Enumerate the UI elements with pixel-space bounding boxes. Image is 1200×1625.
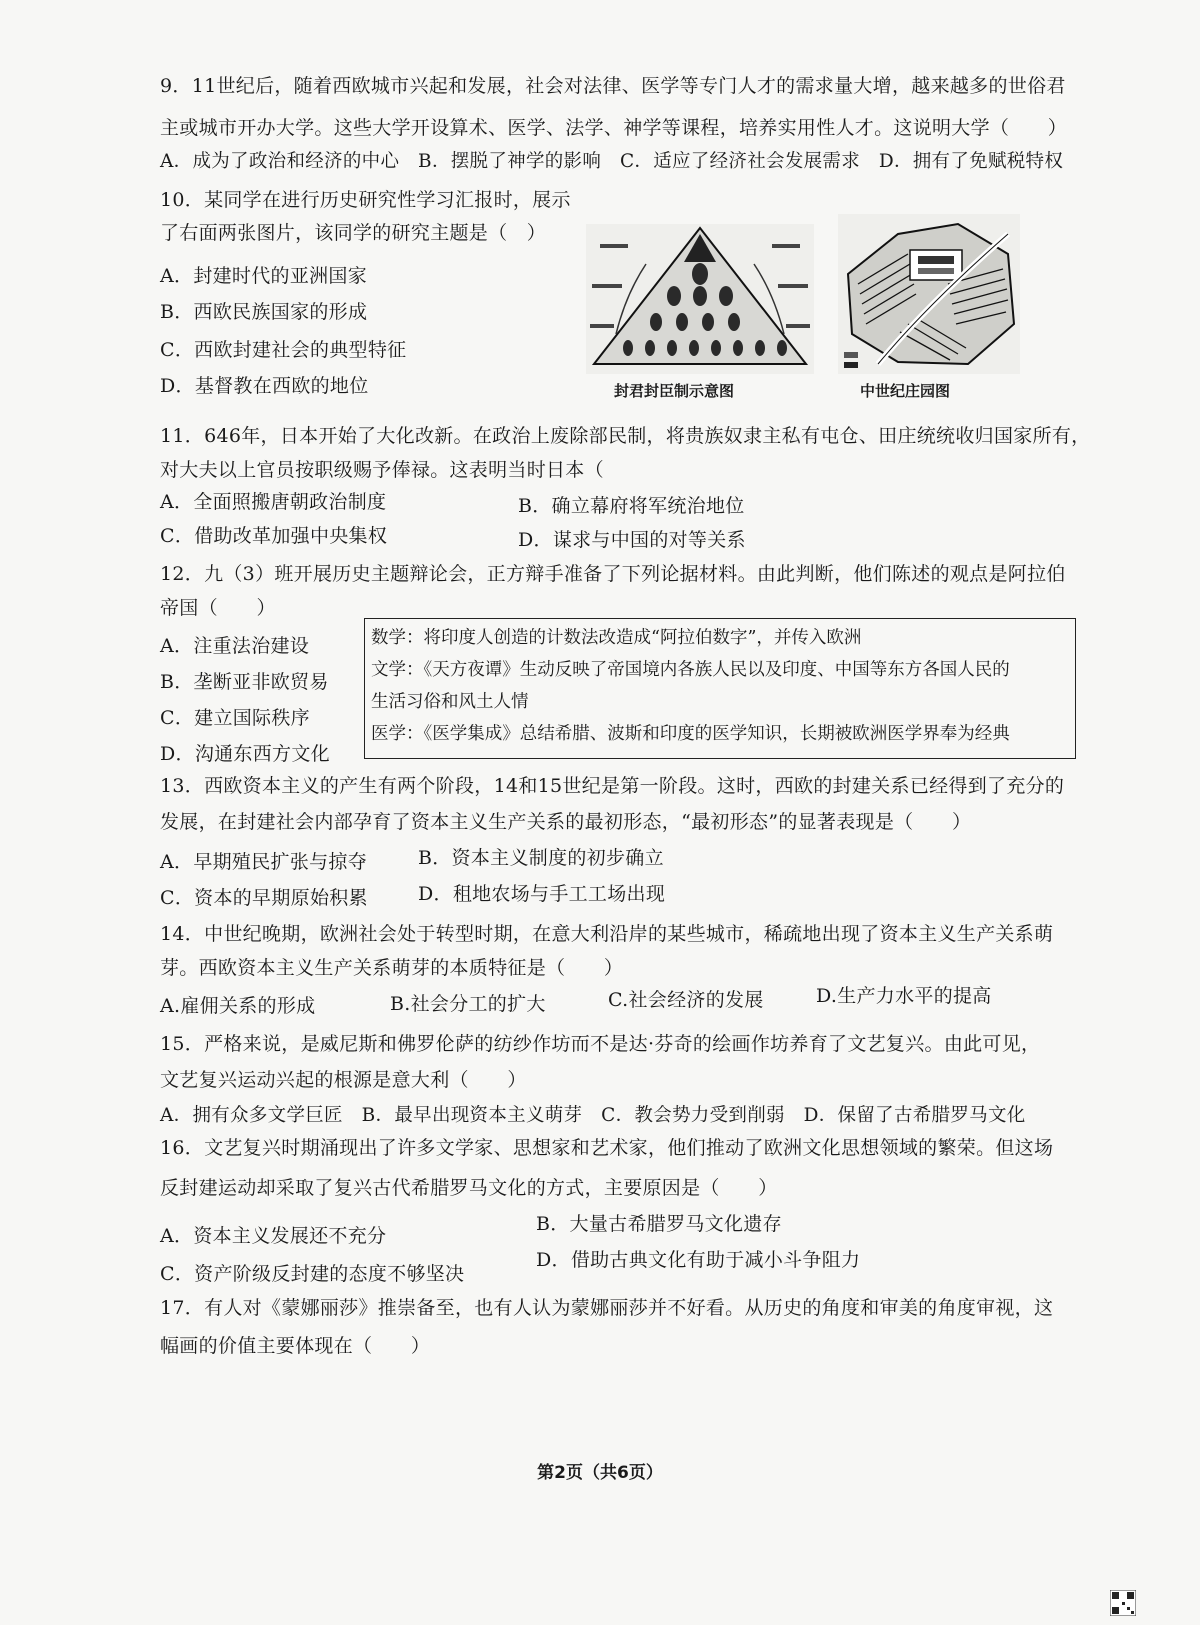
q9-line-1: 9．11世纪后，随着西欧城市兴起和发展，社会对法律、医学等专门人才的需求量大增，越来越多的世俗君 <box>160 75 1066 97</box>
q12-option-c: C．建立国际秩序 <box>160 707 310 729</box>
page-number: 第2页（共6页） <box>537 1463 663 1483</box>
q14-option-a: A.雇佣关系的形成 <box>160 995 316 1017</box>
q13-line-1: 13．西欧资本主义的产生有两个阶段，14和15世纪是第一阶段。这时，西欧的封建关系已经得到了充分的 <box>160 775 1065 797</box>
q11-option-d: D．谋求与中国的对等关系 <box>518 529 746 551</box>
q14-line-2: 芽。西欧资本主义生产关系萌芽的本质特征是（ ） <box>160 957 624 979</box>
q13-option-d: D．租地农场与手工工场出现 <box>418 883 666 905</box>
q14-option-b: B.社会分工的扩大 <box>390 993 546 1015</box>
q14-line-1: 14．中世纪晚期，欧洲社会处于转型时期，在意大利沿岸的某些城市，稀疏地出现了资本主义生产关系萌 <box>160 923 1054 945</box>
feudal-pyramid-caption: 封君封臣制示意图 <box>614 382 735 400</box>
q14-option-c: C.社会经济的发展 <box>608 989 764 1011</box>
q15-line-2: 文艺复兴运动兴起的根源是意大利（ ） <box>160 1069 527 1091</box>
box-math: 数学：将印度人创造的计数法改造成“阿拉伯数字”，并传入欧洲 <box>371 628 862 648</box>
q10-line-2: 了右面两张图片，该同学的研究主题是（ ） <box>160 222 547 244</box>
q14-option-d: D.生产力水平的提高 <box>816 985 992 1007</box>
q9-line-2: 主或城市开办大学。这些大学开设算术、医学、法学、神学等课程，培养实用性人才。这说明大学（ ） <box>160 117 1068 139</box>
q9-options: A．成为了政治和经济的中心 B．摆脱了神学的影响 C．适应了经济社会发展需求 D．拥有了免赋税特权 <box>160 151 1064 172</box>
box-medicine: 医学：《医学集成》总结希腊、波斯和印度的医学知识，长期被欧洲医学界奉为经典 <box>371 724 1010 744</box>
q13-option-b: B．资本主义制度的初步确立 <box>418 847 664 869</box>
q15-line-1: 15．严格来说，是威尼斯和佛罗伦萨的纺纱作坊而不是达·芬奇的绘画作坊养育了文艺复兴。由此可见， <box>160 1033 1041 1055</box>
q15-options: A．拥有众多文学巨匠 B．最早出现资本主义萌芽 C．教会势力受到削弱 D．保留了古希腊罗马文化 <box>160 1105 1026 1126</box>
box-literature-1: 文学：《天方夜谭》生动反映了帝国境内各族人民以及印度、中国等东方各国人民的 <box>371 660 1010 680</box>
q16-line-1: 16．文艺复兴时期涌现出了许多文学家、思想家和艺术家，他们推动了欧洲文化思想领域的繁荣。但这场 <box>160 1137 1054 1159</box>
q12-option-b: B．垄断亚非欧贸易 <box>160 671 329 693</box>
q12-evidence-box <box>364 618 1076 759</box>
q11-line-2: 对大夫以上官员按职级赐予俸禄。这表明当时日本（ <box>160 459 604 481</box>
q12-option-a: A．注重法治建设 <box>160 635 310 657</box>
q16-option-c: C．资产阶级反封建的态度不够坚决 <box>160 1263 465 1285</box>
q16-option-a: A．资本主义发展还不充分 <box>160 1225 387 1247</box>
q11-option-a: A．全面照搬唐朝政治制度 <box>160 491 387 513</box>
q16-option-d: D．借助古典文化有助于减小斗争阻力 <box>536 1249 861 1271</box>
q11-line-1: 11．646年，日本开始了大化改新。在政治上废除部民制，将贵族奴隶主私有屯仓、田庄统统收归国家所有， <box>160 425 1091 447</box>
q13-option-c: C．资本的早期原始积累 <box>160 887 368 909</box>
box-literature-2: 生活习俗和风土人情 <box>371 692 529 712</box>
q13-option-a: A．早期殖民扩张与掠夺 <box>160 851 368 873</box>
q17-line-2: 幅画的价值主要体现在（ ） <box>160 1335 431 1357</box>
feudal-pyramid-figure <box>586 224 814 374</box>
q10-option-a: A．封建时代的亚洲国家 <box>160 265 368 287</box>
q11-option-c: C．借助改革加强中央集权 <box>160 525 388 547</box>
q12-line-1: 12．九（3）班开展历史主题辩论会，正方辩手准备了下列论据材料。由此判断，他们陈述的观点是阿拉伯 <box>160 563 1066 585</box>
q10-option-c: C．西欧封建社会的典型特征 <box>160 339 407 361</box>
manor-map-caption: 中世纪庄园图 <box>860 382 951 400</box>
q11-option-b: B．确立幕府将军统治地位 <box>518 495 745 517</box>
q17-line-1: 17．有人对《蒙娜丽莎》推崇备至，也有人认为蒙娜丽莎并不好看。从历史的角度和审美的角度审视，这 <box>160 1297 1054 1319</box>
q12-option-d: D．沟通东西方文化 <box>160 743 330 765</box>
q16-line-2: 反封建运动却采取了复兴古代希腊罗马文化的方式，主要原因是（ ） <box>160 1177 778 1199</box>
q12-line-2: 帝国（ ） <box>160 597 276 619</box>
manor-map-figure <box>838 214 1020 374</box>
q10-line-1: 10．某同学在进行历史研究性学习汇报时，展示 <box>160 189 571 211</box>
q16-option-b: B．大量古希腊罗马文化遗存 <box>536 1213 782 1235</box>
q13-line-2: 发展，在封建社会内部孕育了资本主义生产关系的最初形态，“最初形态”的显著表现是（ ） <box>160 811 972 833</box>
q10-option-b: B．西欧民族国家的形成 <box>160 301 368 323</box>
q10-option-d: D．基督教在西欧的地位 <box>160 375 369 397</box>
qr-code-icon <box>1110 1590 1136 1616</box>
